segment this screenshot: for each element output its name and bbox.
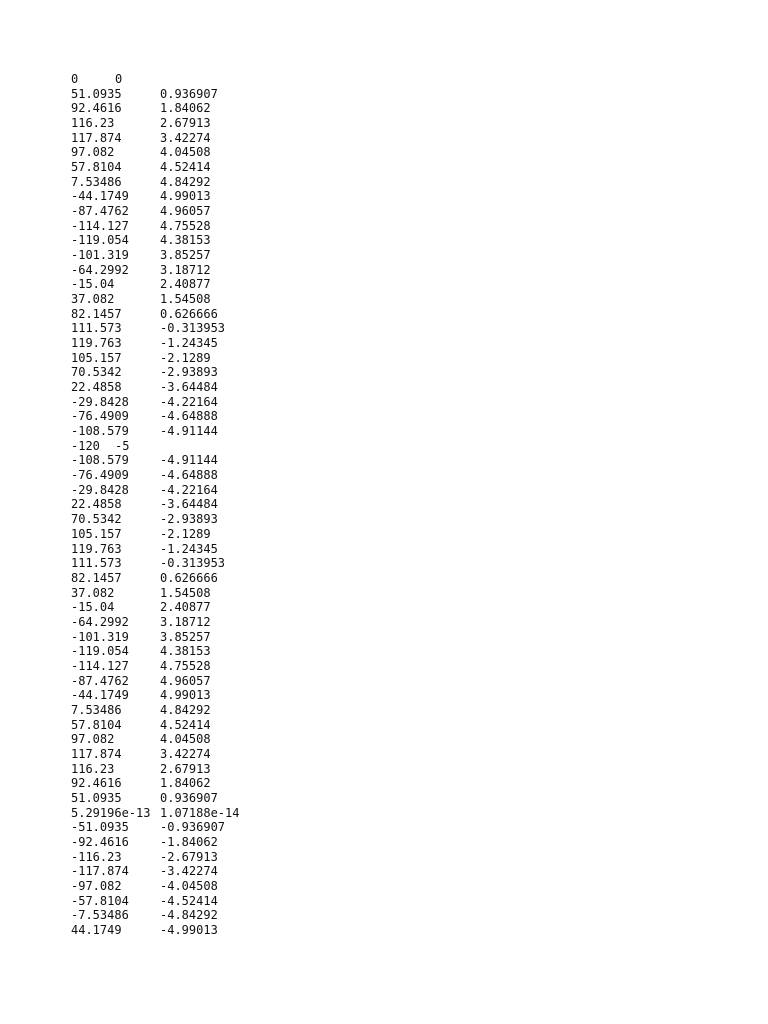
value-y: -2.1289: [160, 350, 211, 365]
value-x: 92.4616: [71, 776, 122, 791]
value-y: -0.313953: [160, 556, 226, 571]
value-y: 0.936907: [160, 86, 218, 101]
data-row: [71, 688, 239, 703]
data-row: [71, 87, 239, 102]
value-y: 3.18712: [160, 262, 211, 277]
value-y: 1.54508: [160, 292, 211, 307]
data-row: [71, 776, 239, 791]
data-row: [71, 718, 239, 733]
data-row: [71, 908, 239, 923]
value-x: -76.4909: [71, 409, 129, 424]
value-x: -64.2992: [71, 262, 129, 277]
value-x: 92.4616: [71, 101, 122, 116]
value-x: 51.0935: [71, 790, 122, 805]
value-x: -29.8428: [71, 394, 129, 409]
data-row: [71, 732, 239, 747]
value-y: 1.84062: [160, 101, 211, 116]
value-y: -4.22164: [160, 394, 218, 409]
data-row: [71, 351, 239, 366]
value-y: -4.64888: [160, 468, 218, 483]
value-y: 2.67913: [160, 116, 211, 131]
data-row: [71, 336, 239, 351]
data-row: [71, 879, 239, 894]
value-x: -101.319: [71, 248, 129, 263]
data-row: [71, 497, 239, 512]
value-x: 97.082: [71, 732, 115, 747]
value-x: 117.874: [71, 130, 122, 145]
value-y: 3.85257: [160, 629, 211, 644]
data-row: [71, 659, 239, 674]
value-x: 5.29196e-13: [71, 805, 151, 820]
value-y: 2.67913: [160, 761, 211, 776]
value-x: 70.5342: [71, 512, 122, 527]
value-y: -4.04508: [160, 878, 218, 893]
value-x: 44.1749: [71, 922, 122, 937]
data-row: [71, 674, 239, 689]
data-row: [71, 703, 239, 718]
data-row: [71, 542, 239, 557]
value-x: -117.874: [71, 864, 129, 879]
value-x: -116.23: [71, 849, 122, 864]
data-row: [71, 380, 239, 395]
data-row: [71, 556, 239, 571]
value-x: 82.1457: [71, 570, 122, 585]
value-x: 119.763: [71, 336, 122, 351]
data-row: [71, 762, 239, 777]
data-row: [71, 820, 239, 835]
value-x: -76.4909: [71, 468, 129, 483]
value-y: 4.52414: [160, 717, 211, 732]
data-row: [71, 791, 239, 806]
value-y: -3.64484: [160, 497, 218, 512]
data-row: [71, 806, 239, 821]
value-y: 0.936907: [160, 790, 218, 805]
value-x: -108.579: [71, 453, 129, 468]
value-x: -92.4616: [71, 834, 129, 849]
data-row: [71, 527, 239, 542]
value-x: -87.4762: [71, 673, 129, 688]
value-y: 4.75528: [160, 218, 211, 233]
value-x: 57.8104: [71, 717, 122, 732]
value-y: 4.38153: [160, 644, 211, 659]
value-y: 3.85257: [160, 248, 211, 263]
data-row: [71, 923, 239, 938]
data-row: [71, 233, 239, 248]
data-row: [71, 409, 239, 424]
value-y: 3.42274: [160, 746, 211, 761]
value-y: 1.54508: [160, 585, 211, 600]
value-y: 4.84292: [160, 174, 211, 189]
value-x: 105.157: [71, 350, 122, 365]
data-row: [71, 439, 239, 454]
data-row: [71, 894, 239, 909]
value-x: 119.763: [71, 541, 122, 556]
value-y: -1.84062: [160, 834, 218, 849]
value-y: -4.84292: [160, 908, 218, 923]
data-row: [71, 571, 239, 586]
value-x: 82.1457: [71, 306, 122, 321]
value-y: 3.18712: [160, 614, 211, 629]
value-y: -3.42274: [160, 864, 218, 879]
value-y: -2.67913: [160, 849, 218, 864]
value-y: -2.93893: [160, 365, 218, 380]
data-row: [71, 321, 239, 336]
data-row: [71, 586, 239, 601]
data-row: [71, 219, 239, 234]
value-x: -44.1749: [71, 688, 129, 703]
value-y: -4.99013: [160, 922, 218, 937]
value-x: 116.23: [71, 116, 115, 131]
data-row: [71, 131, 239, 146]
value-y: -2.1289: [160, 526, 211, 541]
value-x: 111.573: [71, 556, 122, 571]
value-y: 4.84292: [160, 702, 211, 717]
value-x: -29.8428: [71, 482, 129, 497]
data-row: [71, 277, 239, 292]
value-y: -0.936907: [160, 820, 226, 835]
data-row: [71, 615, 239, 630]
value-x: 22.4858: [71, 380, 122, 395]
data-row: [71, 512, 239, 527]
value-y: 4.96057: [160, 673, 211, 688]
data-row: [71, 248, 239, 263]
value-x: -64.2992: [71, 614, 129, 629]
value-x: -97.082: [71, 878, 122, 893]
value-y: 1.84062: [160, 776, 211, 791]
value-y: -5: [115, 438, 130, 453]
data-row: [71, 189, 239, 204]
data-row: [71, 116, 239, 131]
value-y: 4.96057: [160, 204, 211, 219]
data-row: [71, 483, 239, 498]
value-y: -4.91144: [160, 453, 218, 468]
value-x: -101.319: [71, 629, 129, 644]
data-row: [71, 468, 239, 483]
value-y: -1.24345: [160, 541, 218, 556]
data-row: [71, 395, 239, 410]
value-x: -114.127: [71, 658, 129, 673]
value-x: 0: [71, 72, 79, 86]
value-x: -44.1749: [71, 189, 129, 204]
value-y: -3.64484: [160, 380, 218, 395]
data-row: [71, 424, 239, 439]
value-x: -51.0935: [71, 820, 129, 835]
data-row: [71, 835, 239, 850]
value-x: 22.4858: [71, 497, 122, 512]
data-row: [71, 101, 239, 116]
value-x: 70.5342: [71, 365, 122, 380]
value-y: 0.626666: [160, 306, 218, 321]
data-row: [71, 263, 239, 278]
value-y: 3.42274: [160, 130, 211, 145]
value-x: 117.874: [71, 746, 122, 761]
value-y: 0.626666: [160, 570, 218, 585]
data-row: [71, 204, 239, 219]
value-x: -87.4762: [71, 204, 129, 219]
value-x: -7.53486: [71, 908, 129, 923]
data-row: [71, 175, 239, 190]
data-row: [71, 365, 239, 380]
data-row: [71, 160, 239, 175]
data-table: [71, 72, 239, 938]
value-x: -120: [71, 438, 100, 453]
data-row: [71, 644, 239, 659]
value-x: -108.579: [71, 424, 129, 439]
value-y: -4.52414: [160, 893, 218, 908]
value-y: -1.24345: [160, 336, 218, 351]
data-row: [71, 453, 239, 468]
value-y: -4.64888: [160, 409, 218, 424]
value-y: 4.52414: [160, 160, 211, 175]
data-row: [71, 850, 239, 865]
value-y: -4.91144: [160, 424, 218, 439]
value-x: -57.8104: [71, 893, 129, 908]
value-y: 4.99013: [160, 189, 211, 204]
data-row: [71, 630, 239, 645]
value-y: -4.22164: [160, 482, 218, 497]
data-row: [71, 747, 239, 762]
data-row: [71, 72, 239, 87]
value-x: 51.0935: [71, 86, 122, 101]
data-row: [71, 292, 239, 307]
data-row: [71, 307, 239, 322]
value-y: -0.313953: [160, 321, 226, 336]
value-x: 57.8104: [71, 160, 122, 175]
value-x: -119.054: [71, 233, 129, 248]
value-y: 4.04508: [160, 145, 211, 160]
value-y: 4.04508: [160, 732, 211, 747]
value-x: 37.082: [71, 585, 115, 600]
value-x: 37.082: [71, 292, 115, 307]
value-y: 4.99013: [160, 688, 211, 703]
value-y: 0: [115, 72, 123, 86]
value-x: -114.127: [71, 218, 129, 233]
value-x: 105.157: [71, 526, 122, 541]
value-y: -2.93893: [160, 512, 218, 527]
value-y: 4.75528: [160, 658, 211, 673]
value-y: 2.40877: [160, 600, 211, 615]
value-y: 4.38153: [160, 233, 211, 248]
value-x: -119.054: [71, 644, 129, 659]
value-y: 2.40877: [160, 277, 211, 292]
value-x: 7.53486: [71, 174, 122, 189]
data-row: [71, 864, 239, 879]
data-row: [71, 145, 239, 160]
value-y: 1.07188e-14: [160, 805, 240, 820]
value-x: 116.23: [71, 761, 115, 776]
value-x: -15.04: [71, 277, 115, 292]
value-x: 97.082: [71, 145, 115, 160]
value-x: 111.573: [71, 321, 122, 336]
data-row: [71, 600, 239, 615]
value-x: -15.04: [71, 600, 115, 615]
value-x: 7.53486: [71, 702, 122, 717]
